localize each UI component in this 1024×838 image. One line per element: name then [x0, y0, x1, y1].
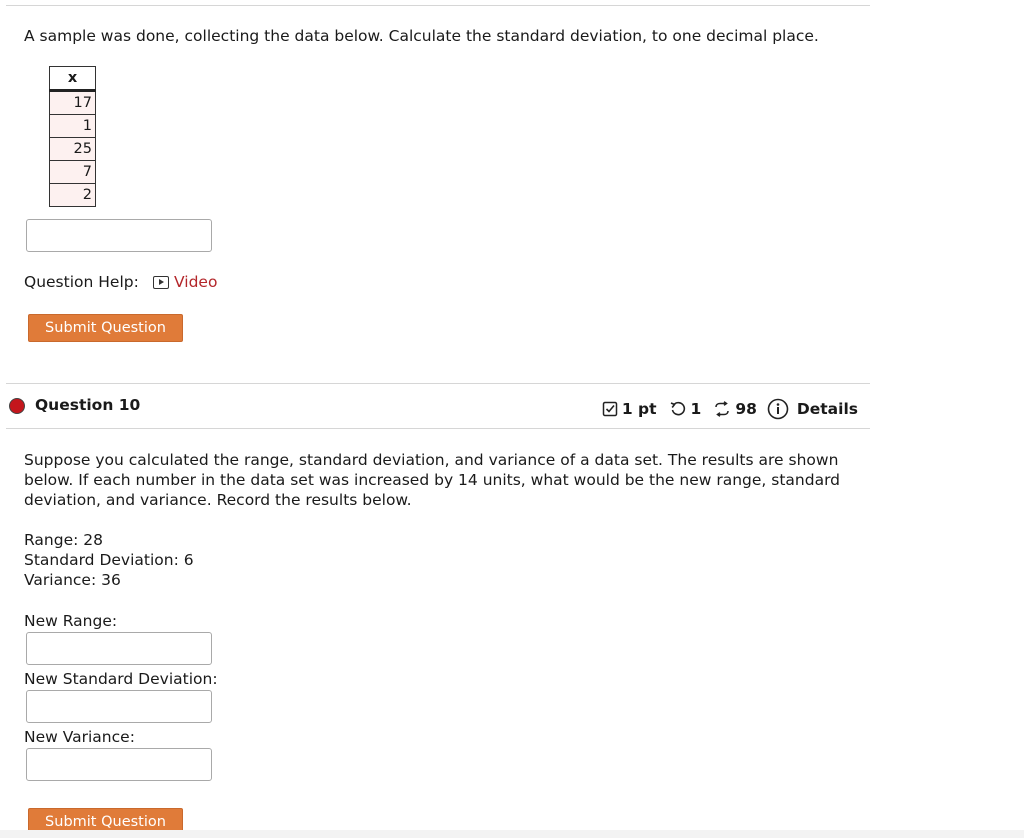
std-dev-answer-input[interactable] [26, 219, 212, 252]
video-link-label: Video [174, 273, 218, 291]
info-icon[interactable] [767, 398, 789, 420]
stat-range: Range: 28 [24, 531, 103, 549]
new-range-label: New Range: [24, 612, 118, 630]
question-paragraph: Suppose you calculated the range, standard deviation, and variance of a data set. The results are shown below. If each number in the data set was increased by 14 units, what would be the new range, standard deviation, and variance. Record the results below. [24, 451, 841, 509]
new-variance-label: New Variance: [24, 728, 135, 746]
question-title: Question 10 [35, 396, 141, 414]
table-header: x [50, 67, 96, 91]
table-cell: 17 [50, 91, 96, 115]
stat-variance: Variance: 36 [24, 571, 121, 589]
new-std-label: New Standard Deviation: [24, 670, 218, 688]
retries-value: 98 [735, 400, 757, 418]
submit-question-button[interactable]: Submit Question [28, 314, 183, 342]
undo-icon [669, 401, 687, 417]
new-std-input[interactable] [26, 690, 212, 723]
question-header [6, 392, 870, 422]
given-stats [24, 530, 194, 590]
attempts-value: 1 [690, 400, 702, 418]
video-help-link[interactable] [153, 272, 217, 292]
question-meta [602, 398, 858, 420]
question-divider-top [6, 383, 870, 384]
table-cell: 25 [50, 138, 96, 161]
table-cell: 1 [50, 115, 96, 138]
points-value: 1 pt [621, 400, 657, 418]
retry-icon [713, 401, 731, 417]
checkbox-icon [602, 401, 618, 417]
question-help-label: Question Help: [24, 273, 139, 291]
question-prompt: A sample was done, collecting the data below. Calculate the standard deviation, to one decimal place. [24, 27, 819, 45]
table-cell: 7 [50, 161, 96, 184]
bottom-bar [0, 830, 1024, 838]
video-play-icon [153, 276, 169, 289]
top-divider [6, 5, 870, 6]
status-dot-icon [9, 398, 25, 414]
details-link[interactable]: Details [796, 400, 858, 418]
table-cell: 2 [50, 184, 96, 207]
data-table [49, 66, 96, 207]
new-variance-input[interactable] [26, 748, 212, 781]
submit-question-button-2[interactable]: Submit Question [28, 808, 183, 836]
stat-std-dev: Standard Deviation: 6 [24, 551, 194, 569]
new-range-input[interactable] [26, 632, 212, 665]
question-divider-bottom [6, 428, 870, 429]
